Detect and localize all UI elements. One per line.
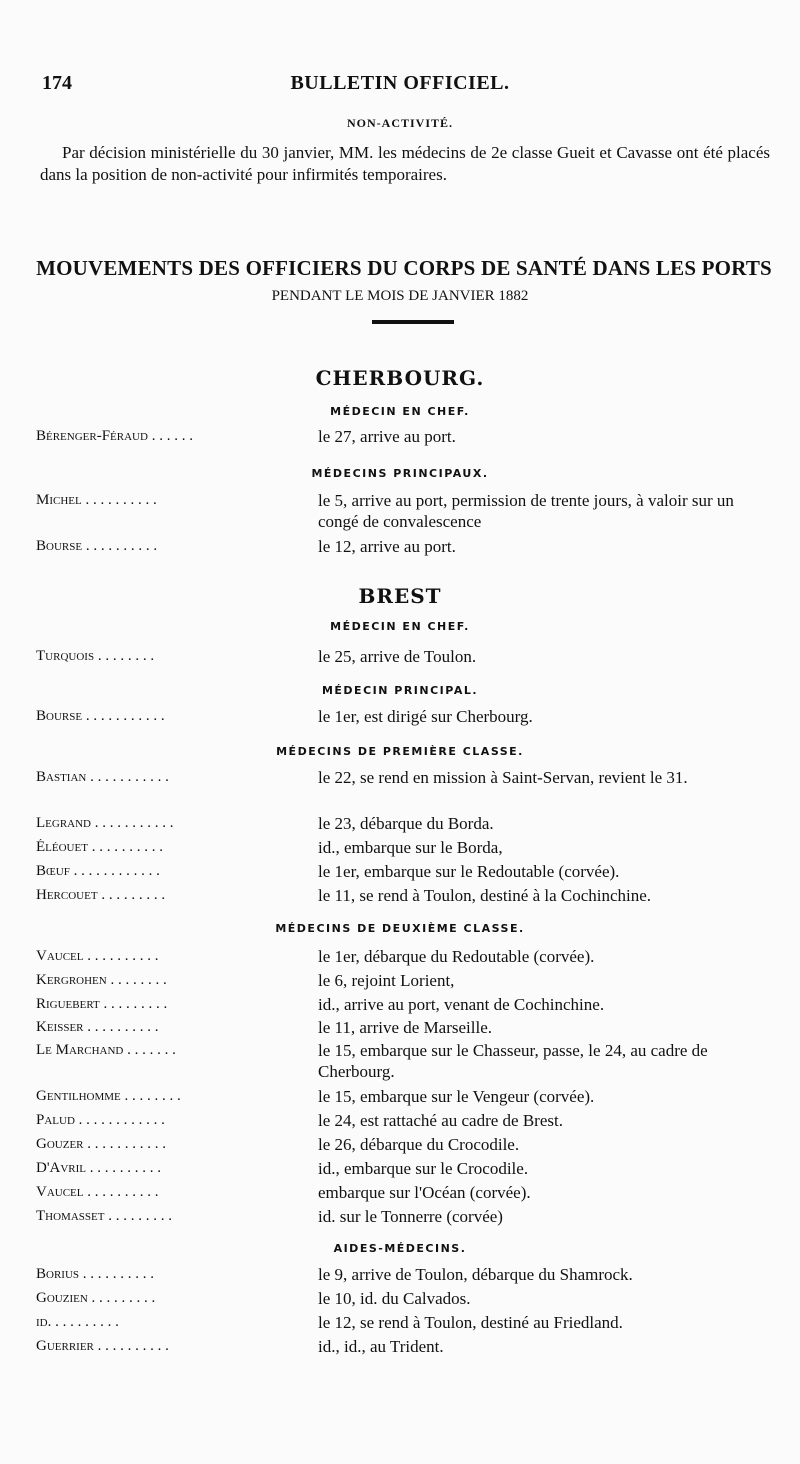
officer-name: Hercouet . . . . . . . . . bbox=[36, 887, 166, 903]
movement-text: le 15, embarque sur le Chasseur, passe, le 24, au cadre de Cherbourg. bbox=[318, 1041, 708, 1081]
page-number: 174 bbox=[42, 72, 72, 94]
movement-text: le 23, débarque du Borda. bbox=[318, 814, 494, 833]
rank-heading: MÉDECIN EN CHEF. bbox=[330, 620, 470, 633]
movement-text: le 1er, est dirigé sur Cherbourg. bbox=[318, 707, 533, 726]
movement-text: le 12, se rend à Toulon, destiné au Friedland. bbox=[318, 1313, 623, 1332]
officer-name: Keisser . . . . . . . . . . bbox=[36, 1019, 159, 1035]
officer-name: Borius . . . . . . . . . . bbox=[36, 1266, 155, 1282]
officer-name: Bœuf . . . . . . . . . . . . bbox=[36, 863, 160, 879]
movement-text: le 10, id. du Calvados. bbox=[318, 1289, 471, 1308]
officer-name: Palud . . . . . . . . . . . . bbox=[36, 1112, 165, 1128]
movement-text: le 11, se rend à Toulon, destiné à la Cochinchine. bbox=[318, 886, 652, 905]
officer-name: Bastian . . . . . . . . . . . bbox=[36, 769, 169, 785]
movement-text: le 24, est rattaché au cadre de Brest. bbox=[318, 1111, 563, 1130]
officer-name: Riguebert . . . . . . . . . bbox=[36, 996, 168, 1012]
movement-text: le 27, arrive au port. bbox=[318, 427, 456, 446]
officer-name: Legrand . . . . . . . . . . . bbox=[36, 815, 174, 831]
officer-name: Bourse . . . . . . . . . . bbox=[36, 538, 158, 554]
officer-name: Guerrier . . . . . . . . . . bbox=[36, 1338, 169, 1354]
port-heading-cherbourg: CHERBOURG. bbox=[315, 366, 485, 390]
movement-text: le 6, rejoint Lorient, bbox=[318, 971, 455, 990]
movement-text: id. sur le Tonnerre (corvée) bbox=[318, 1207, 503, 1226]
movement-text: le 1er, débarque du Redoutable (corvée). bbox=[318, 947, 595, 966]
mouvements-subtitle: PENDANT LE MOIS DE JANVIER 1882 bbox=[271, 288, 529, 304]
rank-heading: MÉDECIN EN CHEF. bbox=[330, 405, 470, 418]
page-header-title: BULLETIN OFFICIEL. bbox=[290, 72, 510, 94]
officer-name: id. . . . . . . . . . bbox=[36, 1314, 119, 1330]
officer-name: Michel . . . . . . . . . . bbox=[36, 492, 157, 508]
rank-heading: AIDES-MÉDECINS. bbox=[333, 1242, 467, 1255]
officer-name: Bourse . . . . . . . . . . . bbox=[36, 708, 165, 724]
officer-name: Vaucel . . . . . . . . . . bbox=[36, 948, 159, 964]
officer-name: Éléouet . . . . . . . . . . bbox=[36, 839, 163, 855]
officer-name: Bérenger-Féraud . . . . . . bbox=[36, 428, 193, 444]
movement-text: le 1er, embarque sur le Redoutable (corvée). bbox=[318, 862, 620, 881]
mouvements-title: MOUVEMENTS DES OFFICIERS DU CORPS DE SANTÉ DANS LES PORTS bbox=[36, 256, 772, 280]
rank-heading: MÉDECINS DE PREMIÈRE CLASSE. bbox=[276, 745, 524, 758]
movement-text: embarque sur l'Océan (corvée). bbox=[318, 1183, 531, 1202]
officer-name: Kergrohen . . . . . . . . bbox=[36, 972, 167, 988]
officer-name: Vaucel . . . . . . . . . . bbox=[36, 1184, 159, 1200]
officer-name: Gouzer . . . . . . . . . . . bbox=[36, 1136, 166, 1152]
movement-text: le 11, arrive de Marseille. bbox=[318, 1018, 493, 1037]
movement-text: id., id., au Trident. bbox=[318, 1337, 444, 1356]
officer-name: Turquois . . . . . . . . bbox=[36, 648, 155, 664]
rank-heading: MÉDECIN PRINCIPAL. bbox=[321, 684, 479, 697]
movement-text: le 9, arrive de Toulon, débarque du Shamrock. bbox=[318, 1265, 633, 1284]
movement-text: id., embarque sur le Borda, bbox=[318, 838, 503, 857]
movement-text: id., arrive au port, venant de Cochinchine. bbox=[318, 995, 605, 1014]
movement-text: le 5, arrive au port, permission de trente jours, à valoir sur un congé de convalescence bbox=[318, 491, 734, 531]
officer-name: Le Marchand . . . . . . . bbox=[36, 1042, 176, 1058]
movement-text: id., embarque sur le Crocodile. bbox=[318, 1159, 529, 1178]
officer-name: Gentilhomme . . . . . . . . bbox=[36, 1088, 181, 1104]
officer-name: Thomasset . . . . . . . . . bbox=[36, 1208, 172, 1224]
section-heading-non-activite: NON-ACTIVITÉ. bbox=[346, 116, 453, 130]
title-rule bbox=[372, 320, 454, 324]
officer-name: D'Avril . . . . . . . . . . bbox=[36, 1160, 162, 1176]
movement-text: le 26, débarque du Crocodile. bbox=[318, 1135, 520, 1154]
movement-text: le 22, se rend en mission à Saint-Servan, revient le 31. bbox=[318, 768, 688, 787]
movement-text: le 15, embarque sur le Vengeur (corvée). bbox=[318, 1087, 595, 1106]
movement-text: le 12, arrive au port. bbox=[318, 537, 456, 556]
officer-name: Gouzien . . . . . . . . . bbox=[36, 1290, 156, 1306]
movement-text: le 25, arrive de Toulon. bbox=[318, 647, 477, 666]
port-heading-brest: BREST bbox=[358, 584, 442, 608]
rank-heading: MÉDECINS PRINCIPAUX. bbox=[311, 467, 489, 480]
non-activite-paragraph: Par décision ministérielle du 30 janvier, MM. les médecins de 2e classe Gueit et Cavasse ont été placés dans la position de non-activité pour infirmités temporaires. bbox=[40, 143, 770, 184]
rank-heading: MÉDECINS DE DEUXIÈME CLASSE. bbox=[275, 922, 525, 935]
